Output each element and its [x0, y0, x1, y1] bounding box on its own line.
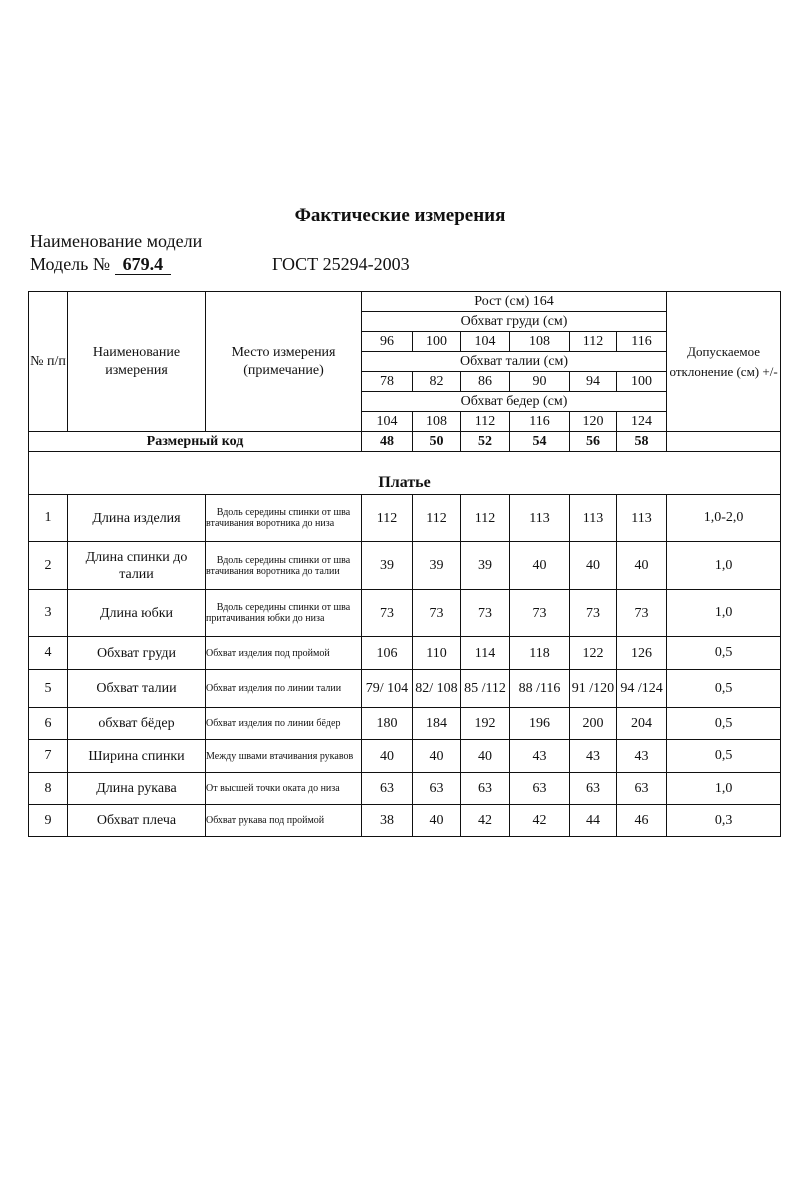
measurement-value: 73	[362, 590, 413, 637]
measurement-value: 38	[362, 805, 413, 837]
measurement-value: 63	[570, 773, 617, 805]
measurement-value: 106	[362, 637, 413, 670]
measurement-place: Вдоль середины спинки от шва втачивания воротника до талии	[206, 542, 362, 590]
measurement-value: 40	[362, 740, 413, 773]
header-name: Наименование измерения	[68, 292, 206, 432]
table-row	[29, 670, 781, 708]
row-number: 1	[29, 495, 68, 542]
measurement-value: 43	[617, 740, 667, 773]
measurement-value: 200	[570, 708, 617, 740]
row-number: 3	[29, 590, 68, 637]
measurement-value: 40	[510, 542, 570, 590]
row-number: 6	[29, 708, 68, 740]
measurement-value: 113	[510, 495, 570, 542]
table-row	[29, 542, 781, 590]
header-waist-label: Обхват талии (см)	[362, 352, 667, 372]
measurement-name: Обхват талии	[68, 670, 206, 708]
size-code: 50	[413, 432, 461, 452]
measurement-name: обхват бёдер	[68, 708, 206, 740]
table-row	[29, 773, 781, 805]
size-code-row	[29, 432, 781, 452]
measurement-value: 40	[617, 542, 667, 590]
measurement-value: 91 /120	[570, 670, 617, 708]
measurement-value: 40	[461, 740, 510, 773]
measurement-value: 113	[617, 495, 667, 542]
waist-size: 78	[362, 372, 413, 392]
hips-size: 116	[510, 412, 570, 432]
tolerance-value: 0,5	[667, 670, 781, 708]
measurement-place: Обхват изделия по линии талии	[206, 670, 362, 708]
measurement-value: 40	[570, 542, 617, 590]
row-number: 9	[29, 805, 68, 837]
tolerance-value: 1,0-2,0	[667, 495, 781, 542]
measurement-name: Длина юбки	[68, 590, 206, 637]
header-tolerance: Допускаемое отклонение (см) +/-	[667, 292, 781, 432]
size-code: 56	[570, 432, 617, 452]
measurement-value: 73	[617, 590, 667, 637]
size-code-label: Размерный код	[29, 432, 362, 452]
section-row	[29, 452, 781, 495]
measurement-value: 42	[461, 805, 510, 837]
measurement-value: 79/ 104	[362, 670, 413, 708]
measurement-value: 122	[570, 637, 617, 670]
size-code: 58	[617, 432, 667, 452]
measurement-value: 63	[510, 773, 570, 805]
chest-size: 100	[413, 332, 461, 352]
measurement-value: 63	[362, 773, 413, 805]
chest-size: 104	[461, 332, 510, 352]
waist-size: 100	[617, 372, 667, 392]
measurement-value: 73	[570, 590, 617, 637]
size-code: 48	[362, 432, 413, 452]
hips-size: 120	[570, 412, 617, 432]
row-number: 7	[29, 740, 68, 773]
header-chest-label: Обхват груди (см)	[362, 312, 667, 332]
hips-size: 112	[461, 412, 510, 432]
chest-size: 108	[510, 332, 570, 352]
section-title: Платье	[29, 452, 781, 495]
measurement-place: Вдоль середины спинки от шва притачивания юбки до низа	[206, 590, 362, 637]
measurement-value: 63	[413, 773, 461, 805]
row-number: 5	[29, 670, 68, 708]
waist-size: 82	[413, 372, 461, 392]
table-row	[29, 590, 781, 637]
measurement-place: Между швами втачивания рукавов	[206, 740, 362, 773]
gost-standard: ГОСТ 25294-2003	[272, 254, 410, 274]
measurement-value: 112	[413, 495, 461, 542]
model-number: 679.4	[115, 255, 172, 275]
header-num: № п/п	[29, 292, 68, 432]
measurement-place: Обхват изделия по линии бёдер	[206, 708, 362, 740]
measurement-value: 112	[362, 495, 413, 542]
table-row	[29, 740, 781, 773]
measurement-name: Ширина спинки	[68, 740, 206, 773]
measurement-value: 73	[510, 590, 570, 637]
measurement-value: 113	[570, 495, 617, 542]
model-name-label: Наименование модели	[30, 231, 203, 251]
hips-size: 108	[413, 412, 461, 432]
waist-size: 90	[510, 372, 570, 392]
document-title: Фактические измерения	[294, 205, 506, 226]
measurement-value: 73	[413, 590, 461, 637]
row-number: 2	[29, 542, 68, 590]
measurement-value: 63	[461, 773, 510, 805]
tolerance-value: 0,5	[667, 740, 781, 773]
measurement-value: 118	[510, 637, 570, 670]
chest-size: 96	[362, 332, 413, 352]
table-row	[29, 637, 781, 670]
measurement-value: 73	[461, 590, 510, 637]
measurement-value: 94 /124	[617, 670, 667, 708]
measurement-value: 40	[413, 740, 461, 773]
measurement-value: 39	[461, 542, 510, 590]
measurements-table	[28, 291, 781, 837]
measurement-value: 184	[413, 708, 461, 740]
chest-size: 116	[617, 332, 667, 352]
measurement-value: 180	[362, 708, 413, 740]
measurement-value: 112	[461, 495, 510, 542]
header-hips-label: Обхват бедер (см)	[362, 392, 667, 412]
tolerance-value: 0,3	[667, 805, 781, 837]
measurement-place: Обхват рукава под проймой	[206, 805, 362, 837]
table-row	[29, 495, 781, 542]
measurement-value: 82/ 108	[413, 670, 461, 708]
tolerance-value: 1,0	[667, 542, 781, 590]
measurement-value: 43	[510, 740, 570, 773]
header-place: Место измерения (примечание)	[206, 292, 362, 432]
measurement-value: 44	[570, 805, 617, 837]
measurement-value: 46	[617, 805, 667, 837]
measurement-value: 196	[510, 708, 570, 740]
measurement-value: 192	[461, 708, 510, 740]
row-number: 4	[29, 637, 68, 670]
tolerance-value: 1,0	[667, 773, 781, 805]
measurement-place: От высшей точки оката до низа	[206, 773, 362, 805]
header-height: Рост (см) 164	[362, 292, 667, 312]
waist-size: 86	[461, 372, 510, 392]
size-code-empty	[667, 432, 781, 452]
measurement-value: 204	[617, 708, 667, 740]
model-line	[30, 254, 171, 275]
measurement-value: 88 /116	[510, 670, 570, 708]
hips-size: 124	[617, 412, 667, 432]
row-number: 8	[29, 773, 68, 805]
tolerance-value: 0,5	[667, 708, 781, 740]
hips-size: 104	[362, 412, 413, 432]
measurement-name: Длина рукава	[68, 773, 206, 805]
measurement-value: 40	[413, 805, 461, 837]
tolerance-value: 1,0	[667, 590, 781, 637]
measurement-value: 39	[413, 542, 461, 590]
table-row	[29, 708, 781, 740]
measurement-value: 110	[413, 637, 461, 670]
waist-size: 94	[570, 372, 617, 392]
size-code: 54	[510, 432, 570, 452]
chest-size: 112	[570, 332, 617, 352]
measurement-value: 39	[362, 542, 413, 590]
measurement-value: 42	[510, 805, 570, 837]
model-label: Модель №	[30, 254, 111, 274]
measurement-place: Вдоль середины спинки от шва втачивания воротника до низа	[206, 495, 362, 542]
measurement-value: 126	[617, 637, 667, 670]
measurement-name: Длина спинки до талии	[68, 542, 206, 590]
measurement-value: 85 /112	[461, 670, 510, 708]
measurement-name: Обхват плеча	[68, 805, 206, 837]
measurement-place: Обхват изделия под проймой	[206, 637, 362, 670]
header-row-height	[29, 292, 781, 312]
tolerance-value: 0,5	[667, 637, 781, 670]
measurement-value: 114	[461, 637, 510, 670]
measurement-value: 63	[617, 773, 667, 805]
measurement-name: Обхват груди	[68, 637, 206, 670]
table-row	[29, 805, 781, 837]
size-code: 52	[461, 432, 510, 452]
measurement-name: Длина изделия	[68, 495, 206, 542]
measurement-value: 43	[570, 740, 617, 773]
